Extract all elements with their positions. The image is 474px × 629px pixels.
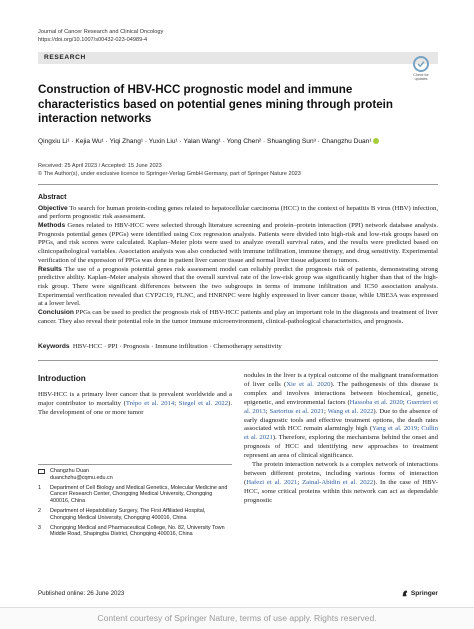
affil-text: Chongqing Medical and Pharmaceutical College, No. 82, University Town Middle Road, Shapingba District, Chongqing 400016, China [50,524,225,538]
citation-link[interactable]: Zainal-Abidin et al. 2022 [302,478,374,486]
body-text: ). Due to the absence of early diagnostic tools and effective treatment options, the death rates associated with HCC remain alarmingly high ( [244,407,438,433]
affiliation-item [38,525,232,539]
abstract-conclusion [38,309,438,326]
copyright-line: © The Author(s), under exclusive licence to Springer-Verlag GmbH Germany, part of Springer Nature 2023 [38,171,301,177]
page-footer [38,589,438,597]
body-text: ; [402,398,407,406]
keywords-text: HBV-HCC · PPI · Prognosis · Immune infiltration · Chemotherapy sensitivity [72,343,282,350]
article-title: Construction of HBV-HCC prognostic model and immune characteristics based on potential genes mining through protein interaction networks [38,83,393,126]
right-column [244,372,438,506]
article-dates [38,162,438,178]
intro-paragraph-1 [38,391,232,418]
intro-paragraph-2 [244,372,438,461]
objective-label: Objective [38,204,68,212]
citation-link[interactable]: Cullin et al. 2021 [244,425,439,442]
body-text: ). Therefore, exploring the mechanisms behind the onset and prognosis of HCC and identifying new approaches to treatment represent an area of clinical significance. [244,434,438,460]
keywords-line [38,342,438,351]
publisher-name: Springer [410,589,438,597]
body-text: ). In the case of HBV-HCC, some critical proteins within this network can act as dependable prognostic [244,478,438,504]
results-text: The use of a prognosis potential genes risk assessment model can reliably predict the prognosis risk of patients, demonstrating strong predictive ability. Kaplan–Meier analysis showed that the overall survival rate of the low-risk group was significantly higher than that of the high-risk group. There were significant differences between the two subgroups in terms of immune infiltration and IC50 association analysis. Experimental verification revealed that CYP2C19, FLNC, and HNRNPC were highly expressed in liver cancer tissue, while UBE3A was expressed at a lower level. [38,265,438,308]
results-label: Results [38,265,62,273]
courtesy-notice: Content courtesy of Springer Nature, terms of use apply. Rights reserved. [0,607,474,629]
keywords-divider [38,360,438,361]
objective-text: To search for human protein-coding genes related to hepatocellular carcinoma (HCC) in the context of hepatitis B virus (HBV) infection, and perform prognostic risk assessment. [38,204,438,221]
abstract-objective [38,205,438,222]
orcid-icon[interactable] [373,138,379,144]
check-updates-icon [413,56,429,72]
keywords-label: Keywords [38,343,70,350]
intro-text-b: ; [174,399,179,407]
citation-link[interactable]: Hassoba et al. 2020 [349,398,403,406]
check-for-updates-badge[interactable] [408,56,434,82]
envelope-icon [38,469,45,474]
citation-link[interactable]: Sartorius et al. 2021 [269,407,325,415]
affiliation-item [38,485,232,505]
citation-link[interactable]: Wang et al. 2022 [327,407,374,415]
body-text: ). The pathogenesis of this disease is complex and involves interactions between biochemical, genetic, epigenetic, and environmental factors ( [244,380,439,406]
intro-text-a: HBV-HCC is a primary liver cancer that is prevalent worldwide and a major contributor to mortality ( [38,391,232,407]
citation-link[interactable]: Guerrieri et al. 2013 [244,398,438,415]
citation-link[interactable]: Yang et al. 2019 [372,425,418,433]
header-divider [38,184,438,185]
check-updates-label: Check for updates [413,73,429,81]
affil-text[interactable]: Changzhu Duan duanchzhu@cqmu.edu.cn [50,468,113,481]
received-accepted: Received: 25 April 2023 / Accepted: 15 June 2023 [38,163,162,169]
affil-mark [38,468,50,482]
citation-link[interactable]: Hafezi et al. 2021 [246,478,298,486]
methods-text: Genes related to HBV-HCC were selected through literature screening and protein–protein interaction (PPI) network database analysis. Prognosis potential genes (PPGs) were identified using Cox regression analysis. Patients were divided into high-risk and low-risk groups based on PPGs, and risk scores were calculated. Kaplan–Meier plots were used to analyze overall survival rates, and the results were predicted based on clinicopathological variables. Association analysis was also conducted with immune infiltration, immune therapy, and drug sensitivity. Experimental verification of the expression of PPGs was done in patient liver cancer tissue and normal liver tissue adjacent to tumors. [38,222,438,264]
corresponding-author [38,468,232,482]
body-text: nodules in the liver is a typical outcome of the malignant transformation of liver cells ( [244,372,438,388]
affil-text: Department of Hepatobiliary Surgery, The First Affiliated Hospital, Chongqing Medical University, Chongqing 400016, China [50,507,206,521]
affiliations-block [38,464,232,541]
conclusion-label: Conclusion [38,309,74,317]
abstract-methods [38,222,438,265]
affil-mark: 3 [38,524,41,531]
abstract-section [38,194,438,327]
springer-logo [401,589,438,597]
published-date: Published online: 26 June 2023 [38,589,125,597]
author-list [38,137,438,146]
article-type-banner: RESEARCH [38,52,438,64]
methods-label: Methods [38,222,66,230]
body-text: ; [417,425,422,433]
affiliation-item [38,508,232,522]
citation-link[interactable]: Trépo et al. 2014 [125,399,175,407]
journal-name: Journal of Cancer Research and Clinical Oncology [38,29,164,35]
intro-text-c: ). The development of one or more tumor [38,399,233,416]
abstract-results [38,266,438,309]
journal-header [38,28,163,44]
citation-link[interactable]: Siegel et al. 2022 [178,399,229,407]
journal-doi[interactable]: https://doi.org/10.1007/s00432-023-04989-4 [38,37,148,43]
introduction-heading: Introduction [38,374,86,383]
left-column [38,372,232,418]
springer-horse-icon [401,589,409,597]
body-text: ; [265,407,270,415]
conclusion-text: PPGs can be used to predict the prognosis risk of HBV-HCC patients and play an important role in the diagnosis and treatment of liver cancer. They also reveal their potential role in the tumor immune microenvironment, clinical-pathological characteristics, and prognosis. [38,309,438,325]
author-names: Qingxiu Li¹ · Kejia Wu¹ · Yiqi Zhang¹ · Yuxin Liu¹ · Yalan Wang¹ · Yong Chen² · Shuangling Sun³ · Changzhu Duan¹ [38,138,372,145]
body-text: ; [297,478,303,486]
affil-mark: 2 [38,507,41,514]
body-text: ; [324,407,328,415]
body-text: The protein interaction network is a complex network of interactions between different proteins, including various forms of interaction ( [244,461,438,486]
affil-text: Department of Cell Biology and Medical Genetics, Molecular Medicine and Cancer Research Center, Chongqing Medical University, Chongqing 400016, China [50,484,228,505]
citation-link[interactable]: Xie et al. 2020 [286,380,331,388]
abstract-heading: Abstract [38,194,67,201]
intro-paragraph-3 [244,461,438,506]
affil-mark: 1 [38,484,41,491]
